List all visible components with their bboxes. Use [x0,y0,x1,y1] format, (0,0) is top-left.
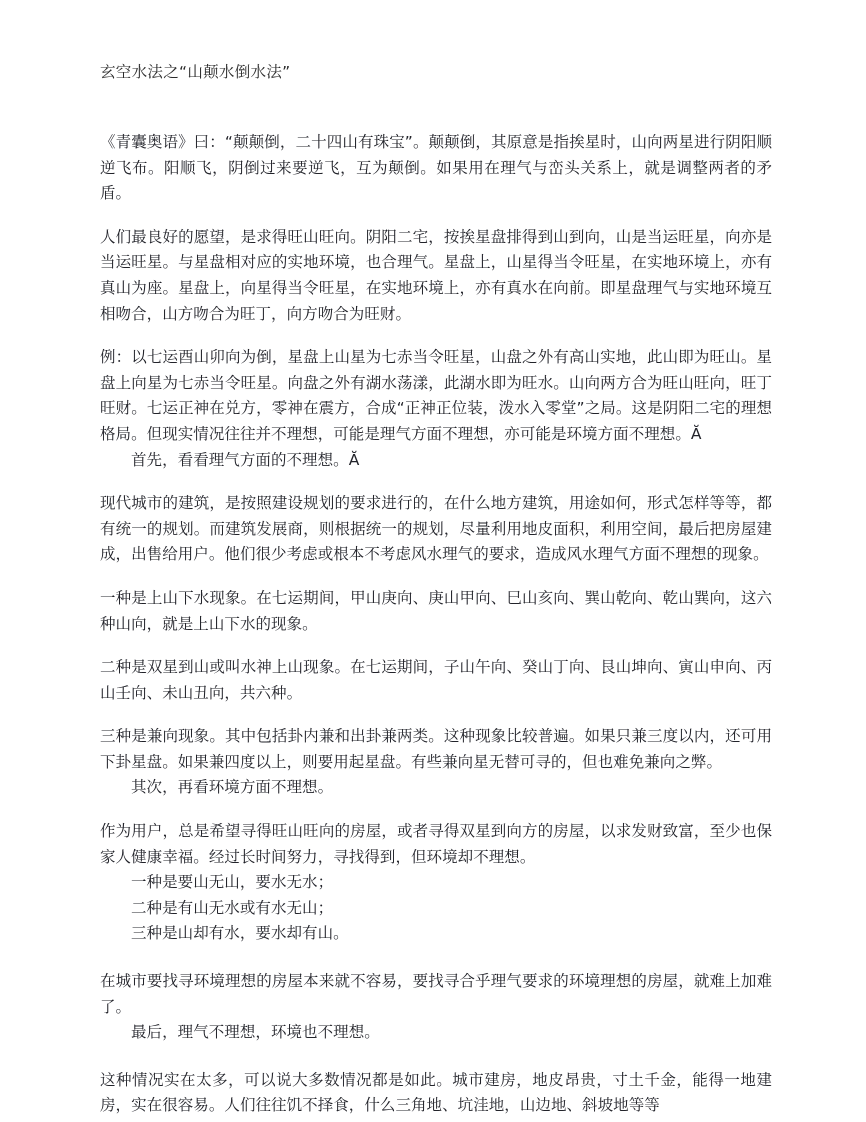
paragraph-p16: 这种情况实在太多，可以说大多数情况都是如此。城市建房，地皮昂贵，寸土千金，能得一地建房，实在很容易。人们往往饥不择食，什么三角地、坑洼地，山边地、斜坡地等等 [100,1070,772,1115]
list-item-one: 一种是要山无山，要水无水； [131,873,334,892]
paragraph-p9-second-point: 其次，再看环境方面不理想。 [131,778,334,797]
paragraph-p3: 例：以七运酉山卯向为倒，星盘上山星为七赤当令旺星，山盘之外有高山实地，此山即为旺山。星盘上向星为七赤当令旺星。向盘之外有湖水荡漾，此湖水即为旺水。山向两方合为旺山旺向，旺丁旺财。七运正神在兑方，零神在震方，合成“正神正位装，泼水入零堂”之局。这是阴阳二宅的理想格局。但现实情况往往并不理想，可能是理气方面不理想，亦可能是环境方面不理想。Ă [100,348,772,443]
paragraph-p8-type-three: 三种是兼向现象。其中包括卦内兼和出卦兼两类。这种现象比较普遍。如果只兼三度以内，还可用下卦星盘。如果兼四度以上，则要用起星盘。有些兼向星无替可寻的，但也难免兼向之弊。 [100,727,772,771]
paragraph-p5: 现代城市的建筑，是按照建设规划的要求进行的，在什么地方建筑，用途如何，形式怎样等等，都有统一的规划。而建筑发展商，则根据统一的规划，尽量利用地皮面积，利用空间，最后把房屋建成，出售给用户。他们很少考虑或根本不考虑风水理气的要求，造成风水理气方面不理想的现象。 [100,494,772,564]
paragraph-p14: 在城市要找寻环境理想的房屋本来就不容易，要找寻合乎理气要求的环境理想的房屋，就难上加难了。 [100,972,772,1016]
paragraph-p6-type-one: 一种是上山下水现象。在七运期间，甲山庚向、庚山甲向、巳山亥向、巽山乾向、乾山巽向，这六种山向，就是上山下水的现象。 [100,588,772,633]
list-item-three: 三种是山却有水，要水却有山。 [131,924,349,943]
document-text-column [100,60,772,1122]
paragraph-p2: 人们最良好的愿望，是求得旺山旺向。阴阳二宅，按挨星盘排得到山到向，山是当运旺星，向亦是当运旺星。与星盘相对应的实地环境，也合理气。星盘上，山星得当令旺星，在实地环境上，亦有真山为座。星盘上，向星得当令旺星，在实地环境上，亦有真水在向前。即星盘理气与实地环境互相吻合，山方吻合为旺丁，向方吻合为旺财。 [100,227,772,323]
page-title: 玄空水法之“山颠水倒水法” [100,63,291,81]
paragraph-p1: 《青囊奥语》曰：“颠颠倒，二十四山有珠宝”。颠颠倒，其原意是指挨星时，山向两星进行阴阳顺逆飞布。阳顺飞，阴倒过来要逆飞，互为颠倒。如果用在理气与峦头关系上，就是调整两者的矛盾。 [100,133,772,203]
paragraph-p7-type-two: 二种是双星到山或叫水神上山现象。在七运期间，子山午向、癸山丁向、艮山坤向、寅山申向、丙山壬向、未山丑向，共六种。 [100,658,772,702]
paragraph-p10: 作为用户，总是希望寻得旺山旺向的房屋，或者寻得双星到向方的房屋，以求发财致富，至少也保家人健康幸福。经过长时间努力，寻找得到，但环境却不理想。 [100,822,772,866]
paragraph-p4-first-point: 首先，看看理气方面的不理想。Ă [131,450,360,469]
paragraph-p15-final-point: 最后，理气不理想，环境也不理想。 [131,1023,380,1042]
list-item-two: 二种是有山无水或有水无山； [131,898,334,917]
